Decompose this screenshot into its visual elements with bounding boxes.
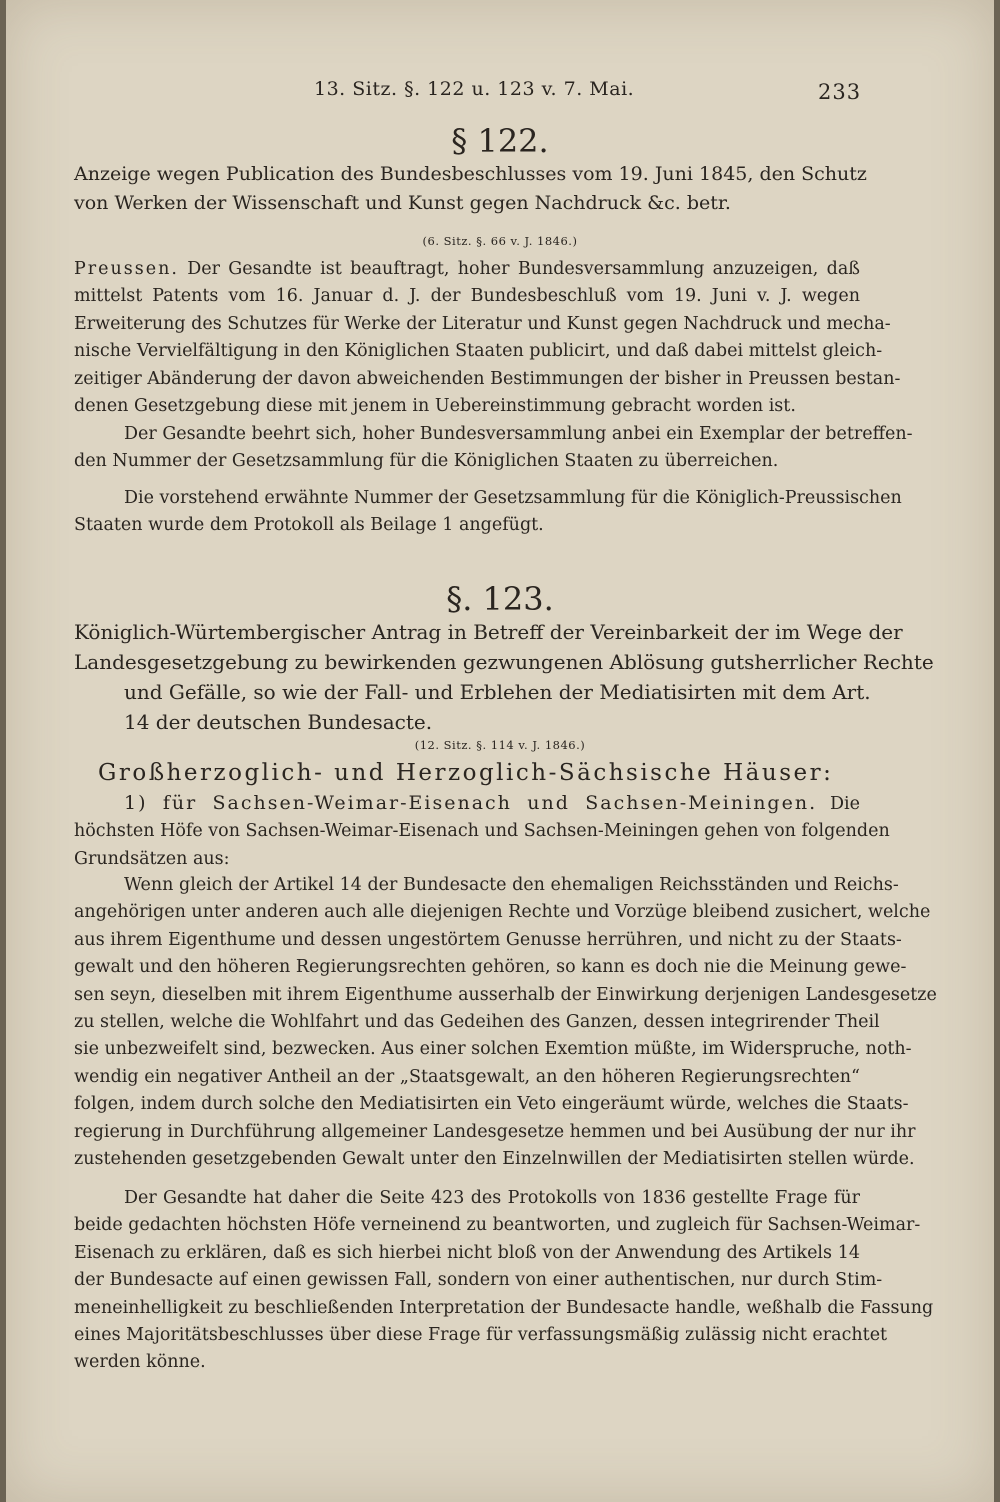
page-number: 233	[818, 80, 862, 104]
paragraph-line: angehörigen unter anderen auch alle diejenigen Rechte und Vorzüge bleibend zusichert, welche	[74, 902, 931, 923]
section-123-title	[74, 617, 934, 737]
title-line: Landesgesetzgebung zu bewirkenden gezwungenen Ablösung gutsherrlicher Rechte	[74, 650, 934, 674]
title-line: von Werken der Wissenschaft und Kunst gegen Nachdruck &c. betr.	[74, 192, 731, 214]
paragraph-line: Staaten wurde dem Protokoll als Beilage 1 angefügt.	[74, 515, 544, 536]
paragraph-line: nische Vervielfältigung in den Königlichen Staaten publicirt, und daß dabei mittelst gleich-	[74, 341, 883, 362]
section-122-paragraph-2	[74, 421, 913, 476]
paragraph-line: zustehenden gesetzgebenden Gewalt unter den Einzelnwillen der Mediatisirten stellen würde.	[74, 1149, 915, 1170]
state-lead: Preussen.	[74, 259, 179, 279]
paragraph-line: sen seyn, dieselben mit ihrem Eigenthume ausserhalb der Einwirkung derjenigen Landesgesetze	[74, 984, 937, 1005]
paragraph-line-text: Der Gesandte ist beauftragt, hoher Bundesversammlung anzuzeigen, daß	[187, 259, 860, 279]
section-123-paragraph-2	[74, 872, 937, 1173]
paragraph-line: mittelst Patents vom 16. Januar d. J. der Bundesbeschluß vom 19. Juni v. J. wegen	[74, 286, 860, 307]
title-line: Anzeige wegen Publication des Bundesbeschlusses vom 19. Juni 1845, den Schutz	[74, 163, 867, 185]
section-122-heading: § 122.	[451, 122, 549, 160]
title-line: Königlich-Würtembergischer Antrag in Betreff der Vereinbarkeit der im Wege der	[74, 620, 903, 644]
section-122-paragraph-1	[74, 256, 901, 420]
paragraph-line: folgen, indem durch solche den Mediatisirten ein Veto eingeräumt würde, welches die Staats-	[74, 1094, 909, 1115]
paragraph-line: eines Majoritätsbeschlusses über diese Frage für verfassungsmäßig zulässig nicht erachtet	[74, 1325, 888, 1346]
paragraph-line: der Bundesacte auf einen gewissen Fall, sondern von einer authentischen, nur durch Stim-	[74, 1270, 883, 1291]
paragraph-line: höchsten Höfe von Sachsen-Weimar-Eisenach und Sachsen-Meiningen gehen von folgenden	[74, 821, 890, 842]
paragraph-line: werden könne.	[74, 1352, 206, 1373]
paragraph-line: beide gedachten höchsten Höfe verneinend zu beantworten, und zugleich für Sachsen-Weimar-	[74, 1215, 921, 1236]
paragraph-line: den Nummer der Gesetzsammlung für die Königlichen Staaten zu überreichen.	[74, 451, 779, 472]
paragraph-line: Grundsätzen aus:	[74, 848, 230, 869]
section-122-paragraph-3	[74, 485, 902, 540]
paragraph-line	[74, 790, 860, 818]
paragraph-line: zu stellen, welche die Wohlfahrt und das Gedeihen des Ganzen, dessen integrirender Theil	[74, 1012, 880, 1033]
paragraph-line: aus ihrem Eigenthume und dessen ungestörtem Genusse herrühren, und nicht zu der Staats-	[74, 929, 902, 950]
paragraph-line: Eisenach zu erklären, daß es sich hierbei nicht bloß von der Anwendung des Artikels 14	[74, 1242, 860, 1263]
paragraph-line-text: Die	[830, 794, 860, 814]
paragraph-line: Die vorstehend erwähnte Nummer der Gesetzsammlung für die Königlich-Preussischen	[124, 488, 902, 508]
paragraph-line: Der Gesandte hat daher die Seite 423 des Protokolls von 1836 gestellte Frage für	[124, 1188, 860, 1208]
section-122-reference: (6. Sitz. §. 66 v. J. 1846.)	[422, 234, 578, 248]
section-123-heading: §. 123.	[446, 580, 554, 618]
running-head: 13. Sitz. §. 122 u. 123 v. 7. Mai.	[314, 78, 635, 100]
section-123-reference: (12. Sitz. §. 114 v. J. 1846.)	[414, 738, 586, 752]
title-line: 14 der deutschen Bundesacte.	[124, 710, 433, 734]
document-page	[6, 0, 994, 1502]
paragraph-line: sie unbezweifelt sind, bezwecken. Aus einer solchen Exemtion müßte, im Widerspruche, noth-	[74, 1039, 912, 1060]
paragraph-line: Der Gesandte beehrt sich, hoher Bundesversammlung anbei ein Exemplar der betreffen-	[124, 424, 913, 444]
section-123-paragraph-1	[74, 790, 890, 873]
sub-heading: 1) für Sachsen-Weimar-Eisenach und Sachsen-Meiningen.	[124, 792, 818, 814]
title-line: und Gefälle, so wie der Fall- und Erblehen der Mediatisirten mit dem Art.	[124, 680, 871, 704]
paragraph-line: meneinhelligkeit zu beschließenden Interpretation der Bundesacte handle, weßhalb die Fassung	[74, 1297, 934, 1318]
paragraph-line: denen Gesetzgebung diese mit jenem in Uebereinstimmung gebracht worden ist.	[74, 396, 796, 417]
states-heading: Großherzoglich- und Herzoglich-Sächsische Häuser:	[98, 760, 834, 786]
paragraph-line: zeitiger Abänderung der davon abweichenden Bestimmungen der bisher in Preussen bestan-	[74, 368, 901, 389]
paragraph-line: wendig ein negativer Antheil an der „Staatsgewalt, an den höheren Regierungsrechten“	[74, 1066, 860, 1087]
paragraph-line: regierung in Durchführung allgemeiner Landesgesetze hemmen und bei Ausübung der nur ihr	[74, 1121, 916, 1142]
page-header	[6, 78, 994, 108]
paragraph-line	[74, 256, 860, 283]
paragraph-line: Wenn gleich der Artikel 14 der Bundesacte den ehemaligen Reichsständen und Reichs-	[124, 875, 899, 895]
section-122-title	[74, 160, 867, 218]
paragraph-line: gewalt und den höheren Regierungsrechten gehören, so kann es doch nie die Meinung gewe-	[74, 957, 907, 978]
paragraph-line: Erweiterung des Schutzes für Werke der Literatur und Kunst gegen Nachdruck und mecha-	[74, 313, 891, 334]
section-123-paragraph-3	[74, 1185, 934, 1377]
